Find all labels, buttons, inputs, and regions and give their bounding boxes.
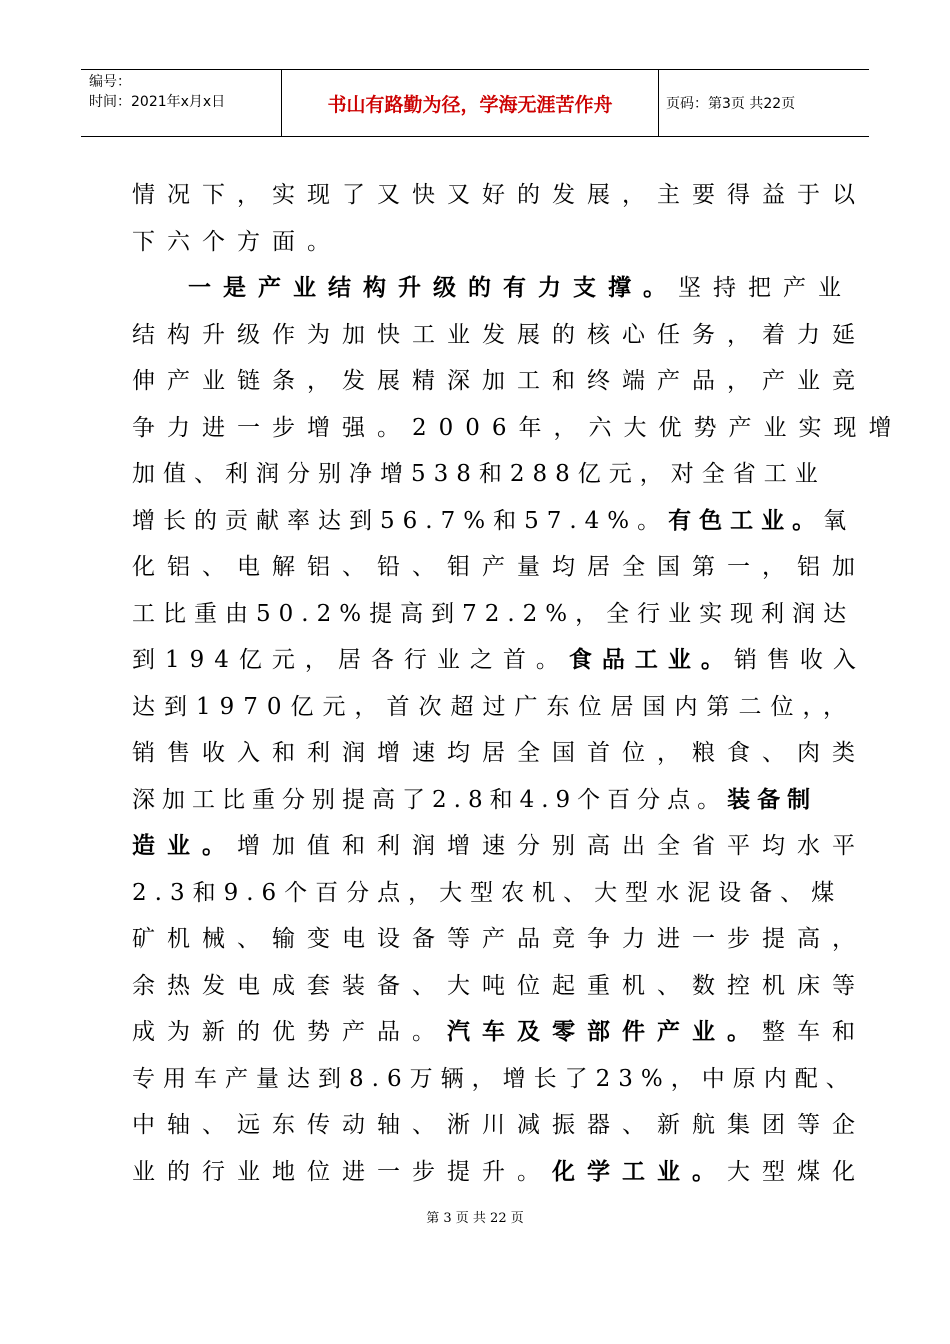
text-line: 余热发电成套装备、大吨位起重机、数控机床等: [132, 972, 867, 999]
text-run: 氧: [823, 507, 855, 534]
page-footer: 第 3 页 共 22 页: [426, 1211, 524, 1226]
text-run: 成为新的优势产品。: [132, 1019, 447, 1045]
text-line: [132, 1149, 867, 1196]
text-run: 增加值和利润增速分别高出全省平均水平: [237, 833, 867, 859]
text-line: [132, 777, 832, 824]
text-line: 中轴、远东传动轴、淅川减振器、新航集团等企: [132, 1112, 867, 1138]
text-run: 坚持把产业: [678, 275, 853, 301]
industry-heading: 装备制: [727, 786, 818, 813]
text-line: 下六个方面。: [132, 228, 342, 255]
text-run: 业的行业地位进一步提升。: [132, 1158, 552, 1185]
text-line: [132, 637, 866, 684]
industry-heading: 汽车及零部件产业。: [447, 1019, 762, 1045]
text-line: 专用车产量达到8.6万辆，增长了23%，中原内配、: [132, 1065, 857, 1092]
number-label: 编号：: [89, 74, 131, 90]
section-heading: 一是产业结构升级的有力支撑。: [188, 275, 678, 301]
text-line: [132, 1009, 867, 1056]
text-run: 整车和: [762, 1019, 867, 1045]
text-run: 到194亿元，居各行业之首。: [132, 647, 569, 673]
text-line: 争力进一步增强。2006年，六大优势产业实现增: [132, 414, 904, 441]
text-line: [132, 498, 855, 545]
text-line: 矿机械、输变电设备等产品竞争力进一步提高，: [132, 926, 867, 952]
header-table: [81, 69, 869, 137]
text-line: 化铝、电解铝、铅、钼产量均居全国第一，铝加: [132, 554, 867, 580]
text-line: 2.3和9.6个百分点，大型农机、大型水泥设备、煤: [132, 879, 843, 906]
text-line: 情况下，实现了又快又好的发展，主要得益于以: [132, 182, 867, 208]
motto: 书山有路勤为径，学海无涯苦作舟: [281, 70, 659, 136]
text-line: 工比重由50.2%提高到72.2%，全行业实现利润达: [132, 600, 855, 627]
text-line: 达到1970亿元，首次超过广东位居国内第二位，，: [132, 693, 856, 720]
industry-heading: 化学工业。: [552, 1158, 727, 1185]
page-info: 页码：第3页 共22页: [666, 96, 796, 112]
text-line: [132, 823, 867, 870]
text-line: 销售收入和利润增速均居全国首位，粮食、肉类: [132, 740, 867, 766]
header-meta-cell: [81, 70, 281, 136]
text-line: [132, 265, 853, 312]
industry-heading: 食品工业。: [568, 647, 734, 673]
time-label: 时间：2021年x月x日: [89, 94, 226, 110]
document-body: [132, 172, 904, 1195]
text-line: 加值、利润分别净增538和288亿元，对全省工业: [132, 461, 826, 487]
text-run: 大型煤化: [727, 1158, 867, 1185]
industry-heading: 有色工业。: [668, 507, 824, 534]
text-run: 销售收入: [733, 647, 866, 673]
text-line: 结构升级作为加快工业发展的核心任务，着力延: [132, 321, 867, 348]
text-run: 深加工比重分别提高了2.8和4.9个百分点。: [132, 786, 728, 813]
industry-heading: 造业。: [132, 833, 237, 859]
text-line: 伸产业链条，发展精深加工和终端产品，产业竞: [132, 368, 867, 394]
text-run: 增长的贡献率达到56.7%和57.4%。: [132, 507, 669, 534]
